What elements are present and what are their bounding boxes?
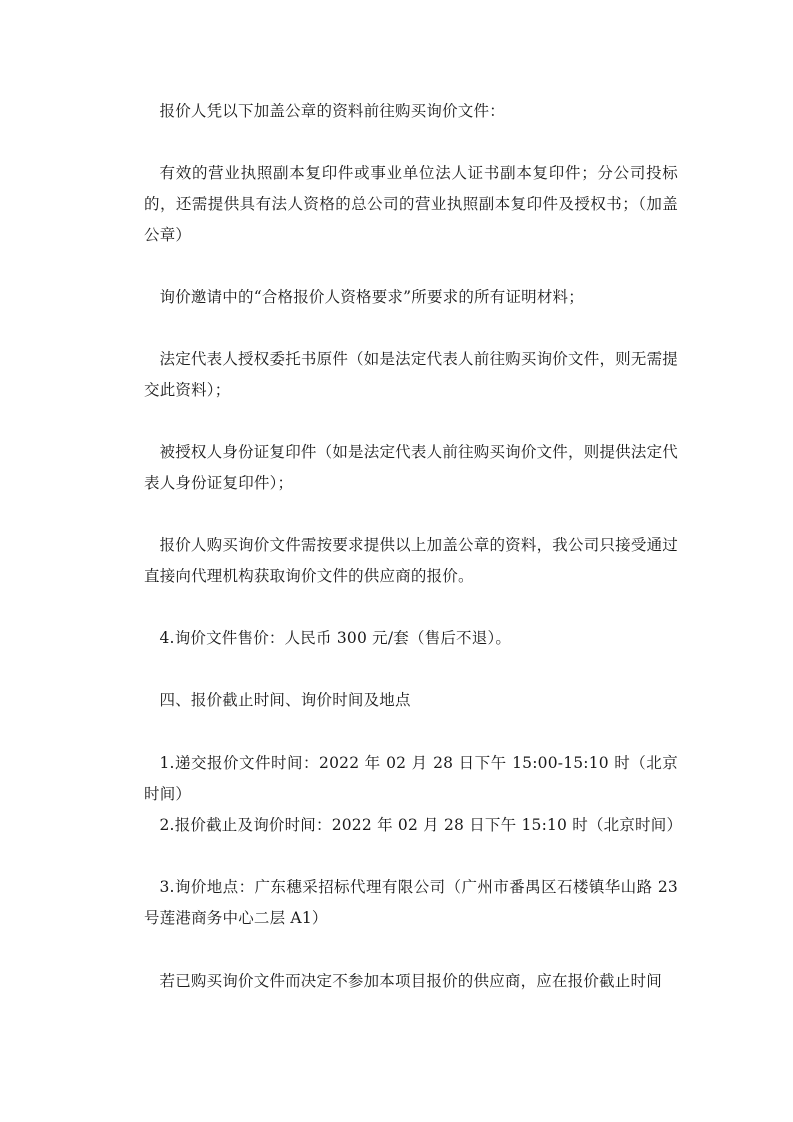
paragraph-business-license: 有效的营业执照副本复印件或事业单位法人证书副本复印件；分公司投标的，还需提供具有法人资格的总公司的营业执照副本复印件及授权书；（加盖公章） [144, 164, 678, 244]
paragraph-submission-time: 1.递交报价文件时间：2022 年 02 月 28 日下午 15:00-15:10 时（北京时间） [144, 754, 678, 803]
paragraph-withdrawal-notice: 若已购买询价文件而决定不参加本项目报价的供应商，应在报价截止时间 [159, 972, 662, 990]
paragraph-document-price: 4.询价文件售价：人民币 300 元/套（售后不退）。 [159, 629, 512, 647]
paragraph-deadline-time: 2.报价截止及询价时间：2022 年 02 月 28 日下午 15:10 时（北京时间） [159, 816, 683, 834]
paragraph-purchase-requirement: 报价人购买询价文件需按要求提供以上加盖公章的资料，我公司只接受通过直接向代理机构获取询价文件的供应商的报价。 [144, 536, 678, 585]
paragraph-authorization-letter: 法定代表人授权委托书原件（如是法定代表人前往购买询价文件，则无需提交此资料）； [144, 350, 678, 399]
paragraph-purchase-materials-intro: 报价人凭以下加盖公章的资料前往购买询价文件： [159, 102, 505, 120]
section-heading-deadline: 四、报价截止时间、询价时间及地点 [159, 691, 411, 709]
paragraph-id-copy: 被授权人身份证复印件（如是法定代表人前往购买询价文件，则提供法定代表人身份证复印件）； [144, 443, 678, 492]
paragraph-qualification-proofs: 询价邀请中的“合格报价人资格要求”所要求的所有证明材料； [159, 288, 584, 306]
paragraph-inquiry-location: 3.询价地点：广东穗采招标代理有限公司（广州市番禺区石楼镇华山路 23 号莲港商务中心二层 A1） [144, 878, 678, 927]
